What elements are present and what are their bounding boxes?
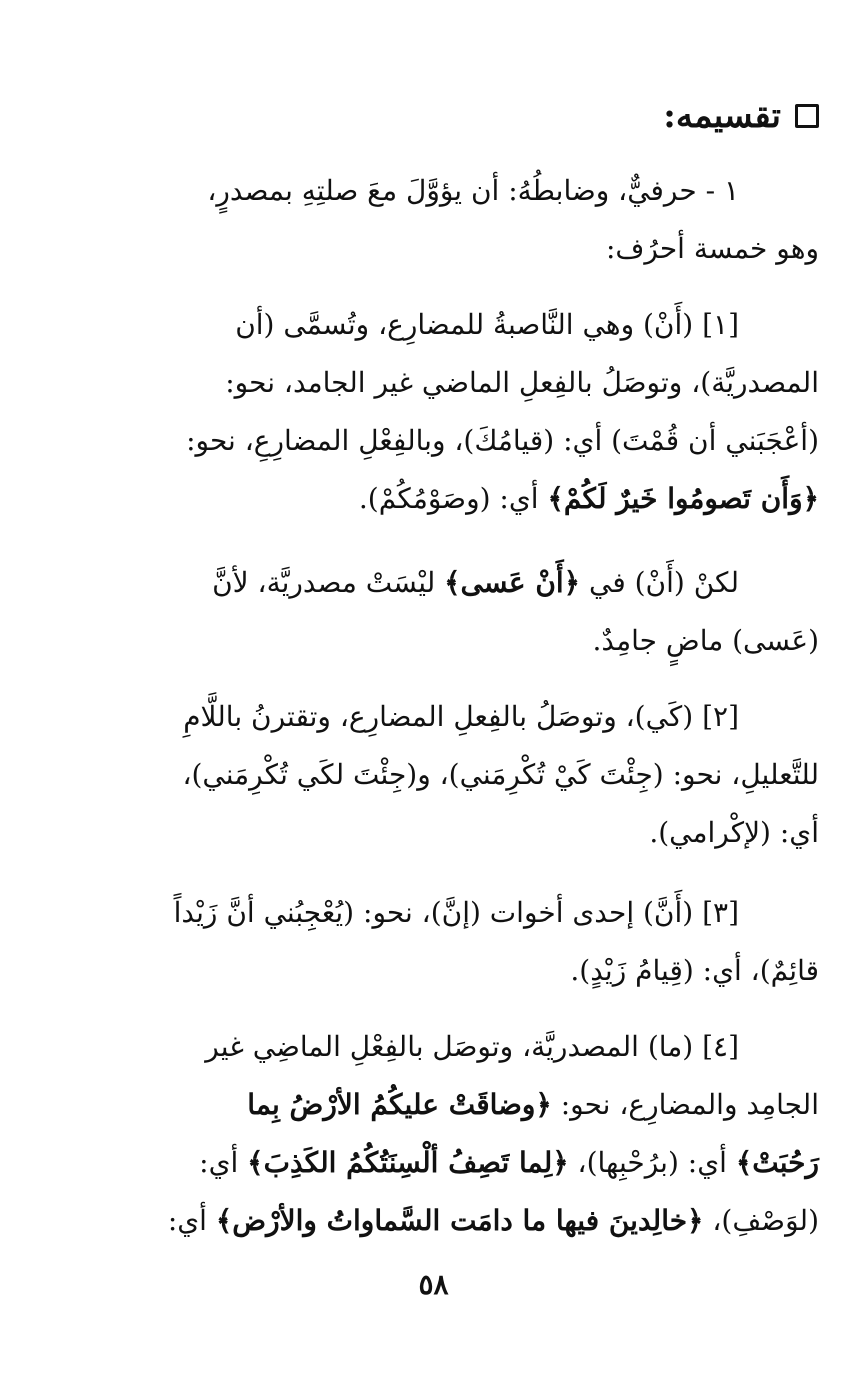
paragraph-3 bbox=[48, 554, 819, 670]
text-segment: (لوَصْفِ)، bbox=[703, 1204, 819, 1237]
text-segment: لكنْ (أَنْ) في bbox=[580, 566, 739, 599]
paragraph-1-line-2: وهو خمسة أحرُف: bbox=[605, 232, 819, 265]
quran-quote: ﴿وضاقَتْ عليكُمُ الأرْضُ بِما bbox=[247, 1088, 552, 1121]
paragraph-2-line-2: المصدريَّة)، وتوصَلُ بالفِعلِ الماضي غير الجامد، نحو: bbox=[225, 366, 819, 399]
paragraph-5-line-2: قائِمٌ)، أي: (قِيامُ زَيْدٍ). bbox=[570, 954, 819, 987]
quran-quote: ﴿وَأَن تَصومُوا خَيرٌ لَكُمْ﴾ bbox=[547, 482, 819, 515]
paragraph-2 bbox=[48, 296, 819, 528]
paragraph-3-line-2: (عَسى) ماضٍ جامِدٌ. bbox=[592, 624, 819, 657]
paragraph-6-line-2 bbox=[48, 1076, 819, 1134]
paragraph-2-line-1: [١] (أَنْ) وهي النَّاصبةُ للمضارِع، وتُسمَّى (أن bbox=[235, 308, 739, 341]
text-segment: أي: (برُحْبِها)، bbox=[568, 1146, 736, 1179]
quran-quote: رَحُبَتْ﴾ bbox=[735, 1146, 819, 1179]
text-segment: ليْسَتْ مصدريَّة، لأنَّ bbox=[212, 566, 445, 599]
paragraph-3-line-1 bbox=[48, 554, 819, 612]
paragraph-4-line-1: [٢] (كَي)، وتوصَلُ بالفِعلِ المضارِع، وتقترنُ باللَّامِ bbox=[183, 700, 739, 733]
paragraph-6-line-4 bbox=[48, 1192, 819, 1250]
paragraph-6-line-1: [٤] (ما) المصدريَّة، وتوصَل بالفِعْلِ الماضِي غير bbox=[205, 1030, 739, 1063]
paragraph-4-line-2: للتَّعليلِ، نحو: (جِئْتَ كَيْ تُكْرِمَني)، و(جِئْتَ لكَي تُكْرِمَني)، bbox=[182, 758, 819, 791]
quran-quote: ﴿أَنْ عَسى﴾ bbox=[444, 566, 581, 599]
paragraph-4 bbox=[48, 688, 819, 862]
quote-gloss: أي: (وصَوْمُكُمْ). bbox=[358, 482, 548, 515]
text-segment: أي: bbox=[167, 1204, 216, 1237]
section-heading bbox=[663, 92, 819, 140]
paragraph-1-line-1: ١ - حرفيٌّ، وضابطُهُ: أن يؤوَّلَ معَ صلتِهِ بمصدرٍ، bbox=[207, 174, 739, 207]
paragraph-6-line-3 bbox=[48, 1134, 819, 1192]
page-number: ٥٨ bbox=[418, 1268, 449, 1301]
square-bullet-icon bbox=[795, 104, 819, 128]
paragraph-1 bbox=[48, 162, 819, 278]
paragraph-6 bbox=[48, 1018, 819, 1250]
text-segment: أي: bbox=[199, 1146, 248, 1179]
quran-quote: ﴿لِما تَصِفُ ألْسِنَتُكُمُ الكَذِبَ﴾ bbox=[247, 1146, 569, 1179]
paragraph-2-line-4 bbox=[48, 470, 819, 528]
paragraph-5-line-1: [٣] (أَنَّ) إحدى أخوات (إنَّ)، نحو: (يُعْجِبُني أنَّ زَيْداً bbox=[173, 896, 739, 929]
paragraph-4-line-3: أي: (لإكْرامي). bbox=[649, 816, 819, 849]
heading-title: تقسيمه: bbox=[663, 96, 781, 136]
paragraph-5 bbox=[48, 884, 819, 1000]
text-segment: الجامِد والمضارِع، نحو: bbox=[551, 1088, 819, 1121]
paragraph-2-line-3: (أعْجَبَني أن قُمْتَ) أي: (قيامُكَ)، وبالفِعْلِ المضارِعِ، نحو: bbox=[186, 424, 819, 457]
quran-quote: ﴿خالِدينَ فيها ما دامَت السَّماواتُ والأرْض﴾ bbox=[215, 1204, 704, 1237]
